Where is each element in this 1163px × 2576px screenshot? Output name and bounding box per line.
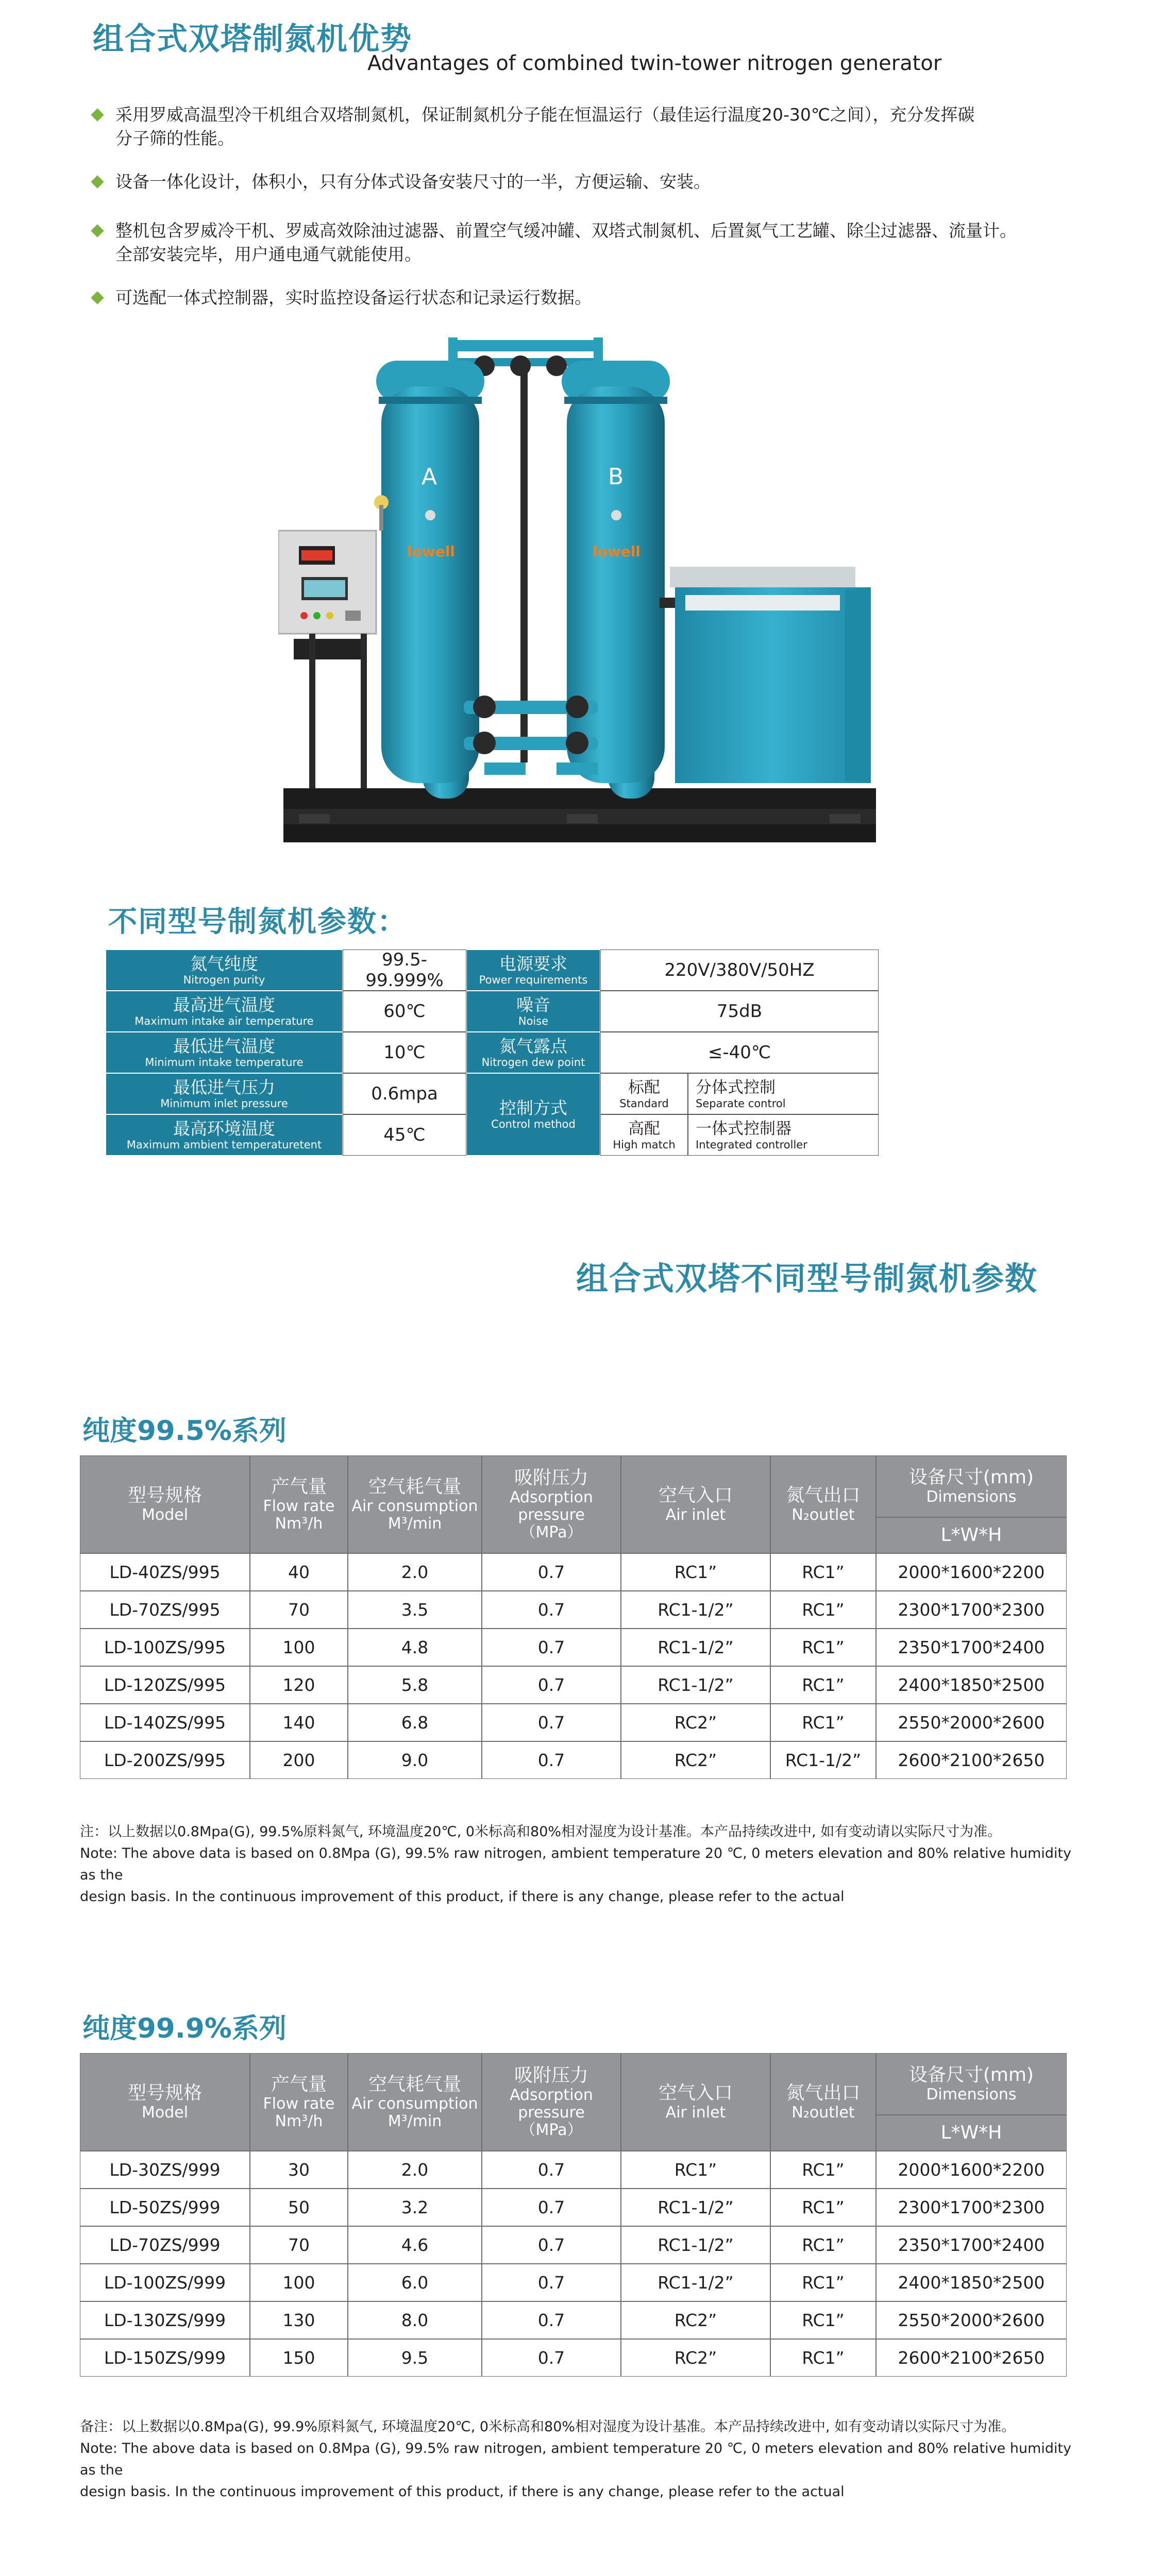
control-panel <box>278 495 389 788</box>
table-cell: 2300*1700*2300 <box>876 2189 1067 2226</box>
tower-a-label: A <box>422 464 437 490</box>
param-value: 分体式控制 Separate control <box>688 1073 879 1114</box>
table-cell: 0.7 <box>482 1591 621 1629</box>
diamond-bullet-icon <box>91 224 104 237</box>
table-cell: LD-100ZS/999 <box>80 2264 250 2301</box>
table-cell: 2300*1700*2300 <box>876 1591 1067 1629</box>
brand-logo: lowell <box>407 543 455 560</box>
table-cell: RC2” <box>621 1741 770 1779</box>
series1-table <box>80 1455 1067 1775</box>
param-label: 氮气露点 Nitrogen dew point <box>466 1032 600 1073</box>
table-cell: RC1” <box>770 1666 876 1704</box>
table-cell: 0.7 <box>482 1553 621 1591</box>
column-header: 型号规格 Model <box>80 2053 250 2151</box>
table-cell: 0.7 <box>482 2264 621 2301</box>
column-header: L*W*H <box>876 1517 1067 1553</box>
diamond-bullet-icon <box>91 291 104 304</box>
diamond-bullet-icon <box>91 175 104 188</box>
page-subtitle: Advantages of combined twin-tower nitrogen generator <box>367 52 942 75</box>
table-cell: RC1-1/2” <box>621 1629 770 1666</box>
table-cell: 9.5 <box>348 2339 482 2377</box>
diamond-bullet-icon <box>91 108 104 121</box>
table-cell: LD-140ZS/995 <box>80 1704 250 1741</box>
table-cell: 8.0 <box>348 2301 482 2339</box>
list-item: 可选配一体式控制器，实时监控设备运行状态和记录运行数据。 <box>93 286 1118 310</box>
param-label: 氮气纯度 Nitrogen purity <box>106 950 343 991</box>
table-cell: 40 <box>250 1553 348 1591</box>
table-cell: 2550*2000*2600 <box>876 2301 1067 2339</box>
table-cell: 2400*1850*2500 <box>876 1666 1067 1704</box>
params-table <box>106 950 879 1156</box>
param-value: 标配 Standard <box>600 1073 688 1114</box>
page-title: 组合式双塔制氮机优势 <box>93 21 412 57</box>
column-header: 吸附压力 Adsorption pressure （MPa） <box>482 1455 621 1553</box>
table-cell: RC1-1/2” <box>621 1666 770 1704</box>
bottom-piping <box>464 696 598 775</box>
params-title: 不同型号制氮机参数： <box>108 905 407 939</box>
tower-b <box>562 361 670 783</box>
list-item: 整机包含罗威冷干机、罗威高效除油过滤器、前置空气缓冲罐、双塔式制氮机、后置氮气工艺罐、除尘过滤器、流量计。 全部安装完毕，用户通电通气就能使用。 <box>93 219 1118 266</box>
table-cell: LD-130ZS/999 <box>80 2301 250 2339</box>
table-cell: RC1” <box>770 2189 876 2226</box>
param-label: 噪音 Noise <box>466 991 600 1032</box>
param-value: 一体式控制器 Integrated controller <box>688 1114 879 1156</box>
param-label: 最低进气压力 Minimum inlet pressure <box>106 1073 343 1114</box>
table-cell: 0.7 <box>482 2301 621 2339</box>
table-cell: 0.7 <box>482 1629 621 1666</box>
table-cell: 30 <box>250 2151 348 2189</box>
table-cell: LD-40ZS/995 <box>80 1553 250 1591</box>
table-cell: RC1” <box>770 1704 876 1741</box>
base-frame <box>283 788 876 842</box>
param-value: 99.5-99.999% <box>343 950 466 991</box>
table-cell: LD-200ZS/995 <box>80 1741 250 1779</box>
series1-note: 注：以上数据以0.8Mpa(G), 99.5%原料氮气, 环境温度20℃, 0米标高和80%相对湿度为设计基准。本产品持续改进中, 如有变动请以实际尺寸为准。 Note: The above data is based on 0.8Mpa (G), 99.5% raw nitrogen, ambient temperature 20 ℃, 0 meters elevation and 80% relative humidity as the design basis. In the continuous improvement of this product, if there is any change, please refer to the actual <box>80 1824 1072 1905</box>
param-value: ≤-40℃ <box>600 1032 879 1073</box>
table-cell: LD-150ZS/999 <box>80 2339 250 2377</box>
column-header: 设备尺寸(mm) Dimensions <box>876 2053 1067 2115</box>
table-cell: RC1” <box>621 1553 770 1591</box>
table-cell: RC1-1/2” <box>621 2264 770 2301</box>
param-label: 电源要求 Power requirements <box>466 950 600 991</box>
param-value: 高配 High match <box>600 1114 688 1156</box>
table-cell: 2000*1600*2200 <box>876 2151 1067 2189</box>
table-cell: 150 <box>250 2339 348 2377</box>
table-cell: RC1” <box>770 1629 876 1666</box>
table-cell: RC1” <box>770 2151 876 2189</box>
table-cell: RC1” <box>770 1591 876 1629</box>
table-cell: 2400*1850*2500 <box>876 2264 1067 2301</box>
table-cell: RC1-1/2” <box>621 2189 770 2226</box>
table-cell: 100 <box>250 1629 348 1666</box>
table-cell: 0.7 <box>482 2339 621 2377</box>
list-item: 采用罗威高温型冷干机组合双塔制氮机，保证制氮机分子能在恒温运行（最佳运行温度20-30℃之间），充分发挥碳 分子筛的性能。 <box>93 103 1118 150</box>
machine-svg <box>278 330 891 866</box>
table-cell: 0.7 <box>482 1704 621 1741</box>
column-header: 空气入口 Air inlet <box>621 2053 770 2151</box>
table-cell: LD-100ZS/995 <box>80 1629 250 1666</box>
table-cell: 4.6 <box>348 2226 482 2264</box>
table-cell: LD-50ZS/999 <box>80 2189 250 2226</box>
param-label: 最低进气温度 Minimum intake temperature <box>106 1032 343 1073</box>
param-value: 45℃ <box>343 1114 466 1156</box>
table-cell: 2.0 <box>348 1553 482 1591</box>
table-cell: RC1” <box>770 2301 876 2339</box>
table-cell: 3.5 <box>348 1591 482 1629</box>
series-title: 组合式双塔不同型号制氮机参数 <box>576 1260 1038 1297</box>
column-header: 设备尺寸(mm) Dimensions <box>876 1455 1067 1517</box>
param-value: 220V/380V/50HZ <box>600 950 879 991</box>
table-cell: 0.7 <box>482 2151 621 2189</box>
column-header: 氮气出口 N₂outlet <box>770 2053 876 2151</box>
param-label: 控制方式 Control method <box>466 1073 600 1156</box>
table-cell: LD-70ZS/999 <box>80 2226 250 2264</box>
column-header: 空气耗气量 Air consumption M³/min <box>348 2053 482 2151</box>
table-cell: 2.0 <box>348 2151 482 2189</box>
table-cell: 2600*2100*2650 <box>876 1741 1067 1779</box>
column-header: 空气耗气量 Air consumption M³/min <box>348 1455 482 1553</box>
table-cell: RC1-1/2” <box>621 2226 770 2264</box>
table-cell: 0.7 <box>482 1666 621 1704</box>
column-header: 氮气出口 N₂outlet <box>770 1455 876 1553</box>
nitrogen-generator-illustration <box>278 330 891 866</box>
table-cell: 2550*2000*2600 <box>876 1704 1067 1741</box>
table-cell: RC1” <box>770 2226 876 2264</box>
column-header: 型号规格 Model <box>80 1455 250 1553</box>
series2-table <box>80 2053 1067 2372</box>
tower-a <box>376 361 484 783</box>
table-cell: 70 <box>250 2226 348 2264</box>
table-cell: LD-30ZS/999 <box>80 2151 250 2189</box>
list-item: 设备一体化设计，体积小，只有分体式设备安装尺寸的一半，方便运输、安装。 <box>93 170 1118 194</box>
table-cell: 100 <box>250 2264 348 2301</box>
table-cell: RC2” <box>621 1704 770 1741</box>
tower-b-label: B <box>608 464 624 490</box>
table-cell: 6.8 <box>348 1704 482 1741</box>
table-cell: 2000*1600*2200 <box>876 1553 1067 1591</box>
table-cell: 0.7 <box>482 2226 621 2264</box>
param-value: 10℃ <box>343 1032 466 1073</box>
table-cell: RC1” <box>621 2151 770 2189</box>
table-cell: 120 <box>250 1666 348 1704</box>
param-label: 最高环境温度 Maximum ambient temperaturetent <box>106 1114 343 1156</box>
table-cell: 5.8 <box>348 1666 482 1704</box>
table-cell: 200 <box>250 1741 348 1779</box>
table-cell: 2350*1700*2400 <box>876 2226 1067 2264</box>
series2-title: 纯度99.9%系列 <box>82 2013 286 2044</box>
table-cell: 2600*2100*2650 <box>876 2339 1067 2377</box>
table-cell: 3.2 <box>348 2189 482 2226</box>
table-cell: 9.0 <box>348 1741 482 1779</box>
table-cell: RC1-1/2” <box>770 1741 876 1779</box>
dryer-cabinet <box>660 567 871 783</box>
table-cell: RC1-1/2” <box>621 1591 770 1629</box>
brand-logo-b: lowell <box>593 543 641 560</box>
table-cell: 140 <box>250 1704 348 1741</box>
column-header: 产气量 Flow rate Nm³/h <box>250 2053 348 2151</box>
table-cell: 130 <box>250 2301 348 2339</box>
table-cell: RC1” <box>770 1553 876 1591</box>
param-label: 最高进气温度 Maximum intake air temperature <box>106 991 343 1032</box>
table-cell: RC2” <box>621 2339 770 2377</box>
param-value: 0.6mpa <box>343 1073 466 1114</box>
param-value: 60℃ <box>343 991 466 1032</box>
column-header: L*W*H <box>876 2115 1067 2151</box>
table-cell: 0.7 <box>482 1741 621 1779</box>
table-cell: 4.8 <box>348 1629 482 1666</box>
table-cell: LD-120ZS/995 <box>80 1666 250 1704</box>
series1-title: 纯度99.5%系列 <box>82 1415 286 1447</box>
column-header: 产气量 Flow rate Nm³/h <box>250 1455 348 1553</box>
param-value: 75dB <box>600 991 879 1032</box>
column-header: 空气入口 Air inlet <box>621 1455 770 1553</box>
table-cell: LD-70ZS/995 <box>80 1591 250 1629</box>
table-cell: 50 <box>250 2189 348 2226</box>
table-cell: 70 <box>250 1591 348 1629</box>
table-cell: RC2” <box>621 2301 770 2339</box>
column-header: 吸附压力 Adsorption pressure （MPa） <box>482 2053 621 2151</box>
table-cell: RC1” <box>770 2264 876 2301</box>
series2-note: 备注：以上数据以0.8Mpa(G), 99.9%原料氮气, 环境温度20℃, 0米标高和80%相对湿度为设计基准。本产品持续改进中, 如有变动请以实际尺寸为准。 Note: The above data is based on 0.8Mpa (G), 99.5% raw nitrogen, ambient temperature 20 ℃, 0 meters elevation and 80% relative humidity as the design basis. In the continuous improvement of this product, if there is any change, please refer to the actual <box>80 2419 1072 2500</box>
table-cell: 6.0 <box>348 2264 482 2301</box>
table-cell: RC1” <box>770 2339 876 2377</box>
table-cell: 0.7 <box>482 2189 621 2226</box>
table-cell: 2350*1700*2400 <box>876 1629 1067 1666</box>
